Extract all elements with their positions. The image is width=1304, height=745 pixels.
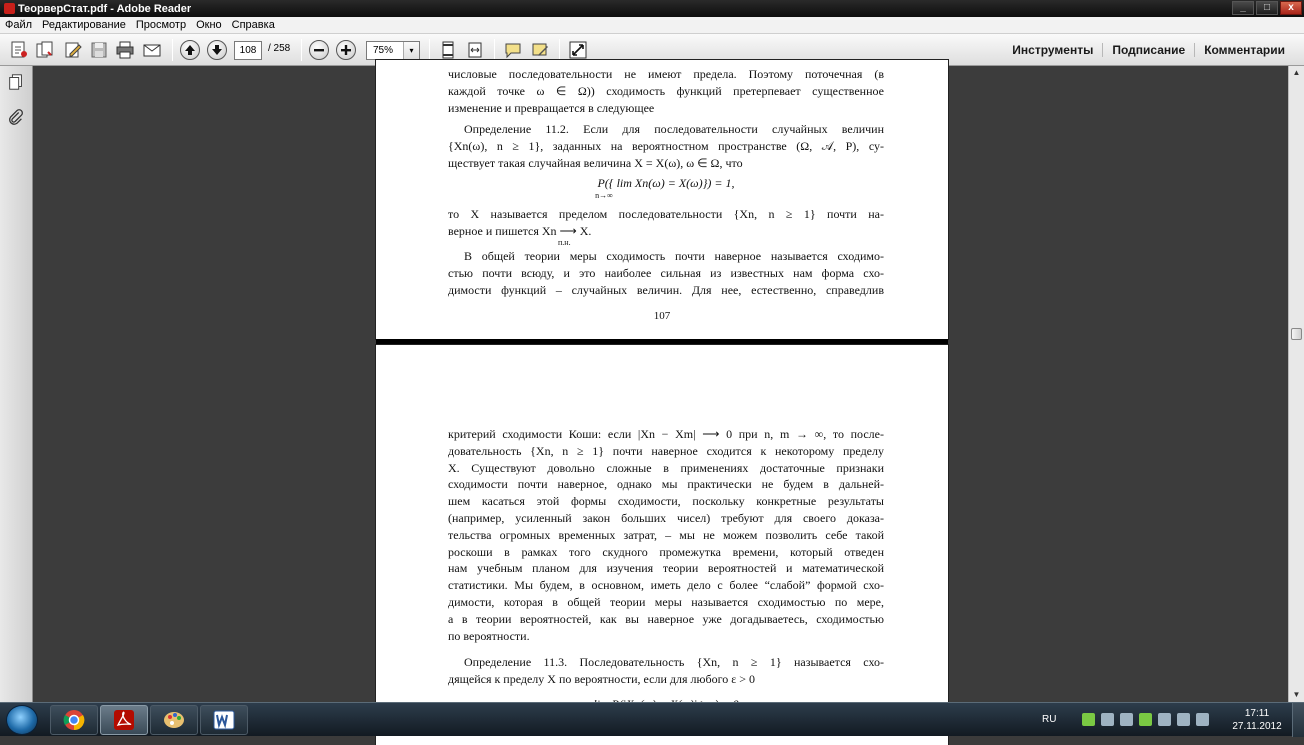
window-controls: [1232, 1, 1302, 15]
adobe-reader-taskbar-button[interactable]: [100, 705, 148, 735]
text-line: дящейся к пределу X по вероятности, если для любого ε > 0: [448, 671, 756, 686]
page-number: 107: [653, 310, 671, 322]
paragraph: [448, 66, 884, 116]
tray-app-icon[interactable]: [1082, 713, 1095, 726]
zoom-select[interactable]: [366, 41, 420, 60]
combine-files-icon[interactable]: [34, 39, 56, 61]
text-line: роскоши в рамках того скудного промежутка времени, который отведен: [448, 544, 884, 559]
show-desktop-button[interactable]: [1292, 703, 1304, 737]
window-title: ТеорверСтат.pdf - Adobe Reader: [18, 2, 192, 15]
close-button[interactable]: x: [1280, 1, 1302, 15]
vertical-scrollbar[interactable]: [1288, 66, 1304, 702]
word-taskbar-button[interactable]: [200, 705, 248, 735]
paragraph: [448, 206, 884, 247]
toolbar-separator: [172, 39, 173, 61]
definition-11-3: [448, 654, 884, 688]
formula-subscript: n→∞: [595, 190, 613, 200]
network-icon[interactable]: [1177, 713, 1190, 726]
formula-text: P({ lim Xn(ω) = X(ω)}) = 1,: [597, 176, 735, 190]
adobe-reader-icon: [113, 709, 135, 731]
tray-app-icon[interactable]: [1158, 713, 1171, 726]
language-indicator[interactable]: RU: [1042, 714, 1057, 725]
page-number-input[interactable]: 108: [234, 41, 262, 60]
clock-date: 27.11.2012: [1232, 721, 1282, 732]
zoom-out-button[interactable]: [309, 40, 329, 60]
page-total: / 258: [268, 43, 291, 54]
text-line: изменение и превращается в следующее: [448, 100, 655, 115]
formula-subscript: п.н.: [558, 238, 571, 247]
chrome-taskbar-button[interactable]: [50, 705, 98, 735]
menu-edit[interactable]: Редактирование: [42, 19, 126, 31]
print-icon[interactable]: [114, 39, 136, 61]
paint-taskbar-button[interactable]: [150, 705, 198, 735]
tray-app-icon[interactable]: [1101, 713, 1114, 726]
tray-app-icon[interactable]: [1120, 713, 1133, 726]
scroll-down-icon[interactable]: ▼: [1292, 690, 1301, 699]
word-icon: [213, 709, 235, 731]
attachments-icon[interactable]: [6, 107, 26, 127]
clock-time: 17:11: [1244, 708, 1270, 719]
menu-file[interactable]: Файл: [5, 19, 33, 31]
tray-icons: [1082, 713, 1209, 726]
text-line: довательность {Xn, n ≥ 1} почти наверное сходится к некоторому пределу: [448, 443, 884, 458]
toolbar-separator: [429, 39, 430, 61]
adobe-reader-icon: [4, 3, 15, 14]
definition-11-2: [448, 121, 884, 171]
sign-pane-button[interactable]: Подписание: [1102, 43, 1194, 57]
toolbar-separator: [559, 39, 560, 61]
text-line: по вероятности.: [448, 628, 530, 643]
text-line: сходимости почти наверное, однако мы практически не будем в дальней-: [448, 477, 884, 492]
email-icon[interactable]: [141, 39, 163, 61]
windows-taskbar: [0, 702, 1304, 736]
comment-icon[interactable]: [502, 39, 524, 61]
text-line: В общей теории меры сходимость почти наверное называется сходимо-: [464, 249, 884, 263]
text-line: {Xn(ω), n ≥ 1}, заданных на вероятностном пространстве (Ω, 𝒜, P), су-: [448, 138, 884, 153]
toolbar-separator: [301, 39, 302, 61]
formula: [448, 175, 884, 200]
edit-pdf-icon[interactable]: [62, 39, 84, 61]
text-line: шем касаться этой формы сходимости, поскольку конкретные результаты: [448, 494, 884, 509]
text-line: (например, усиленный закон больших чисел) требуют для своего доказа-: [448, 510, 884, 525]
maximize-button[interactable]: □: [1256, 1, 1278, 15]
text-line: X. Существуют довольно сложные в применениях достаточные признаки: [448, 460, 884, 475]
next-page-button[interactable]: [207, 40, 227, 60]
fit-page-icon[interactable]: [437, 39, 459, 61]
save-icon[interactable]: [88, 39, 110, 61]
task-panes: [1003, 34, 1294, 65]
highlight-icon[interactable]: [529, 39, 551, 61]
title-bar: [0, 0, 1304, 17]
page-thumbnails-icon[interactable]: [6, 72, 26, 92]
tray-app-icon[interactable]: [1139, 713, 1152, 726]
text-line: нам учебным планом для изучения теории вероятностей и математической: [448, 561, 884, 576]
toolbar-separator: [494, 39, 495, 61]
text-line: критерий сходимости Коши: если |Xn − Xm| ⟶ 0 при n, m → ∞, то после-: [448, 427, 884, 441]
plus-icon: [340, 44, 352, 56]
text-line: то X называется пределом последовательности {Xn, n ≥ 1} почти на-: [448, 207, 884, 221]
menu-view[interactable]: Просмотр: [135, 19, 187, 31]
menu-help[interactable]: Справка: [231, 19, 275, 31]
palette-icon: [163, 709, 185, 731]
text-line: а в теории вероятностей, как вы наверное уже догадываетесь, сходимостью: [448, 611, 884, 626]
zoom-in-button[interactable]: [336, 40, 356, 60]
text-line: димости, которая в общей теории меры называется сходимостью по мере,: [448, 594, 884, 609]
paragraph: [448, 248, 884, 298]
menu-window[interactable]: Окно: [196, 19, 222, 31]
text-line: числовые последовательности не имеют предела. Поэтому поточечная (в: [448, 67, 884, 81]
text-line: Определение 11.2. Если для последовательности случайных величин: [464, 122, 884, 136]
text-line: статистики. Мы будем, в основном, иметь дело с более “слабой” формой схо-: [448, 578, 884, 593]
text-line: стью почти всюду, и это наиболее сильная из известных нам форма схо-: [448, 265, 884, 280]
text-line: каждой точке ω ∈ Ω)) сходимость функций претерпевает существенное: [448, 83, 884, 98]
full-screen-icon[interactable]: [567, 39, 589, 61]
text-line: Определение 11.3. Последовательность {Xn, n ≥ 1} называется схо-: [464, 655, 884, 669]
volume-icon[interactable]: [1196, 713, 1209, 726]
clock[interactable]: [1224, 707, 1290, 733]
previous-page-button[interactable]: [180, 40, 200, 60]
minimize-button[interactable]: _: [1232, 1, 1254, 15]
fit-width-icon[interactable]: [464, 39, 486, 61]
scroll-thumb[interactable]: [1291, 328, 1302, 340]
comments-pane-button[interactable]: Комментарии: [1194, 43, 1294, 57]
navigation-panel: [0, 66, 33, 702]
arrow-up-icon: [184, 44, 196, 56]
text-line: тельства огромных временных затрат, – мы не можем позволить себе такой: [448, 527, 884, 542]
pdf-page-107: [376, 60, 948, 339]
zoom-value: 75%: [373, 45, 394, 56]
text-line: димости функций – случайных величин. Для нее, естественно, справедлив: [448, 282, 884, 297]
scroll-up-icon[interactable]: ▲: [1292, 68, 1301, 77]
create-pdf-icon[interactable]: [8, 39, 30, 61]
text-line: верное и пишется Xn ⟶ X.: [448, 223, 592, 238]
arrow-down-icon: [211, 44, 223, 56]
chevron-down-icon[interactable]: ▾: [403, 42, 419, 59]
tools-pane-button[interactable]: Инструменты: [1012, 42, 1094, 57]
chrome-icon: [63, 709, 85, 731]
document-view[interactable]: [34, 66, 1288, 702]
menu-bar: [0, 17, 1304, 34]
text-line: ществует такая случайная величина X = X(ω), ω ∈ Ω, что: [448, 155, 743, 170]
pdf-page-108: [376, 345, 948, 745]
start-button[interactable]: [6, 705, 38, 735]
paragraph: [448, 426, 884, 644]
minus-icon: [313, 44, 325, 56]
